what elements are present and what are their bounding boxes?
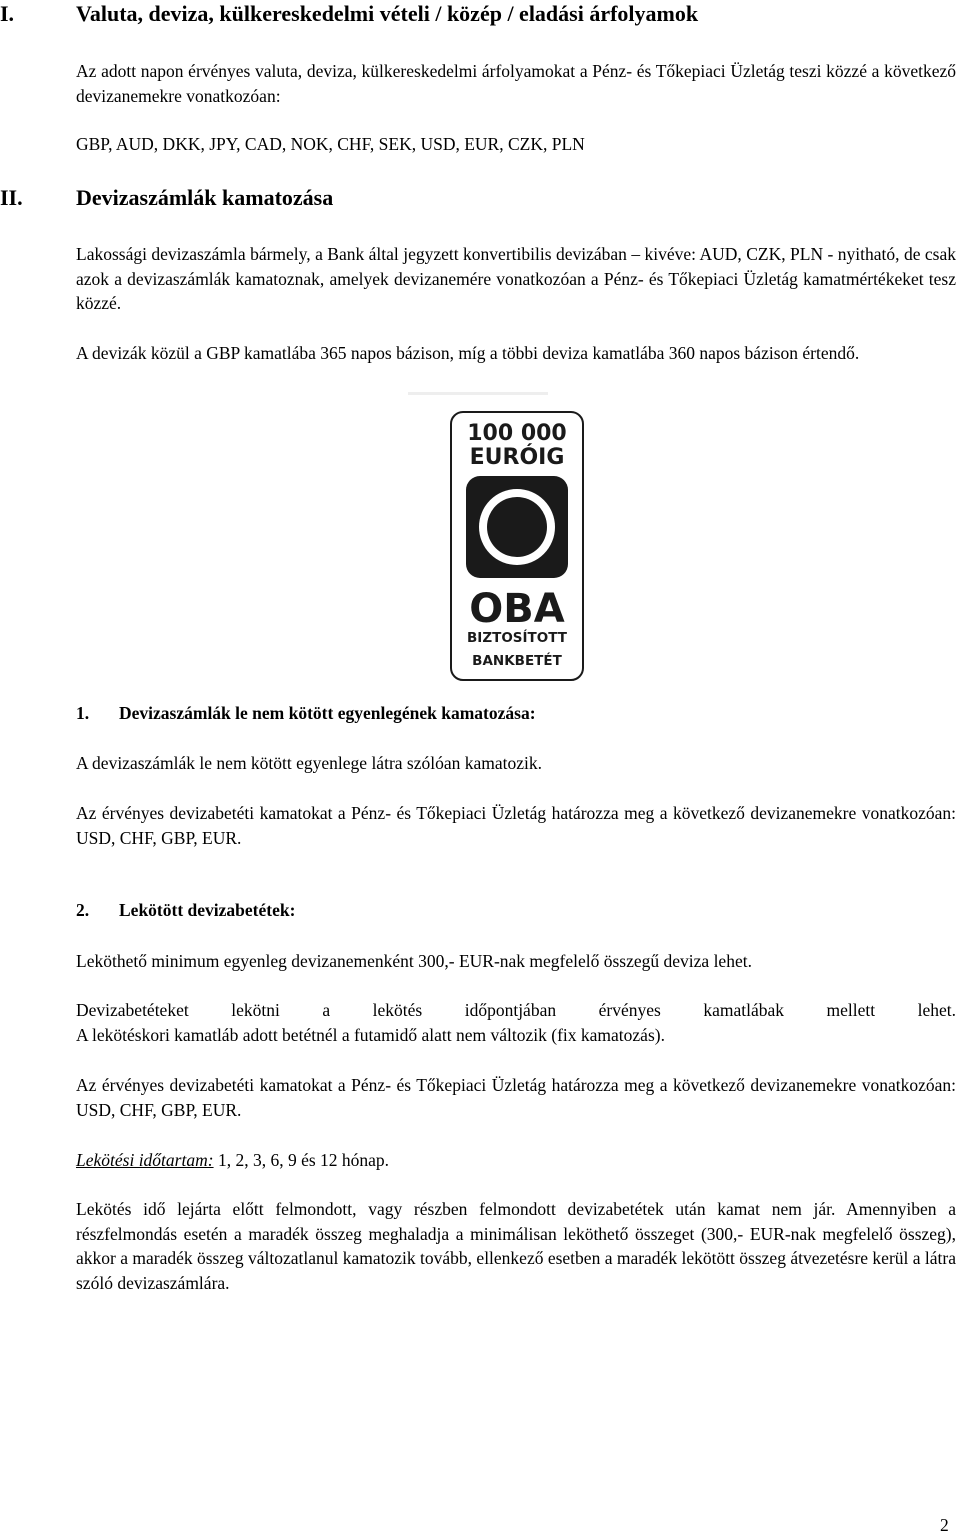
subsection-2-paragraph-2-line-2: A lekötéskori kamatláb adott betétnél a futamidő alatt nem változik (fix kamatozás). (76, 1025, 665, 1045)
subsection-2-number: 2. (76, 900, 90, 920)
oba-insurance-logo (449, 410, 585, 682)
subsection-2-paragraph-1: Leköthető minimum egyenleg devizanemenként 300,- EUR-nak megfelelő összegű deviza lehet. (76, 951, 752, 971)
section-2-paragraph-2: A devizák közül a GBP kamatlába 365 napos bázison, míg a többi deviza kamatlába 360 napos bázison értendő. (76, 343, 860, 363)
logo-euro-text: EURÓIG (469, 445, 565, 470)
section-1-currencies: GBP, AUD, DKK, JPY, CAD, NOK, CHF, SEK, USD, EUR, CZK, PLN (76, 134, 585, 154)
logo-insured-text: BIZTOSÍTOTT (467, 630, 567, 646)
section-2-number: II. (0, 185, 23, 210)
logo-oba-text: OBA (469, 586, 565, 632)
subsection-1-title: Devizaszámlák le nem kötött egyenlegének kamatozása: (119, 703, 536, 723)
section-1-intro: Az adott napon érvényes valuta, deviza, külkereskedelmi árfolyamokat a Pénz- és Tőkepiaci Üzletág teszi közzé a következő devizanemekre vonatkozóan: (76, 61, 956, 106)
logo-amount-text: 100 000 (467, 421, 567, 446)
logo-dot-icon (487, 497, 547, 557)
subsection-1-paragraph-2: Az érvényes devizabetéti kamatokat a Pénz- és Tőkepiaci Üzletág határozza meg a következő devizanemekre vonatkozóan: USD, CHF, GBP, EUR. (76, 803, 956, 848)
logo-deposit-text: BANKBETÉT (472, 653, 562, 669)
term-value: 1, 2, 3, 6, 9 és 12 hónap. (213, 1150, 390, 1170)
subsection-2-term (76, 1148, 956, 1173)
term-label: Lekötési időtartam: (76, 1150, 214, 1170)
section-1-title: Valuta, deviza, külkereskedelmi vételi / közép / eladási árfolyamok (76, 1, 699, 26)
subsection-1-number: 1. (76, 703, 90, 723)
subsection-2-paragraph-3: Az érvényes devizabetéti kamatokat a Pénz- és Tőkepiaci Üzletág határozza meg a következő devizanemekre vonatkozóan: USD, CHF, GBP, EUR. (76, 1075, 956, 1120)
page-number: 2 (940, 1515, 949, 1535)
subsection-2-paragraph-4: Lekötés idő lejárta előtt felmondott, vagy részben felmondott devizabetétek után kamat nem jár. Amennyiben a részfelmondás esetén a maradék összeg meghaladja a minimálisan leköthető összeget (300,- EUR-nak megfelelő összeg), akkor a maradék összeg változatlanul kamatozik tovább, ellenkező esetben a maradék lekötött összeg átvezetésre kerül a látra szóló devizaszámlára. (76, 1199, 956, 1293)
section-1-number: I. (0, 1, 15, 26)
section-2-title: Devizaszámlák kamatozása (76, 185, 334, 210)
subsection-2-title: Lekötött devizabetétek: (119, 900, 296, 920)
subsection-1-paragraph-1: A devizaszámlák le nem kötött egyenlege látra szólóan kamatozik. (76, 753, 543, 773)
section-2-paragraph-1: Lakossági devizaszámla bármely, a Bank által jegyzett konvertibilis devizában – kivéve: AUD, CZK, PLN - nyitható, de csak azok a devizaszámlák kamatoznak, amelyek devizanemére vonatkozóan a Pénz- és Tőkepiaci Üzletág kamatmértékeket tesz közzé. (76, 244, 956, 313)
subsection-2-paragraph-2-line-1: Devizabetéteket lekötni a lekötés időpontjában érvényes kamatlábak mellett lehet. (76, 1000, 956, 1020)
divider (408, 392, 548, 395)
